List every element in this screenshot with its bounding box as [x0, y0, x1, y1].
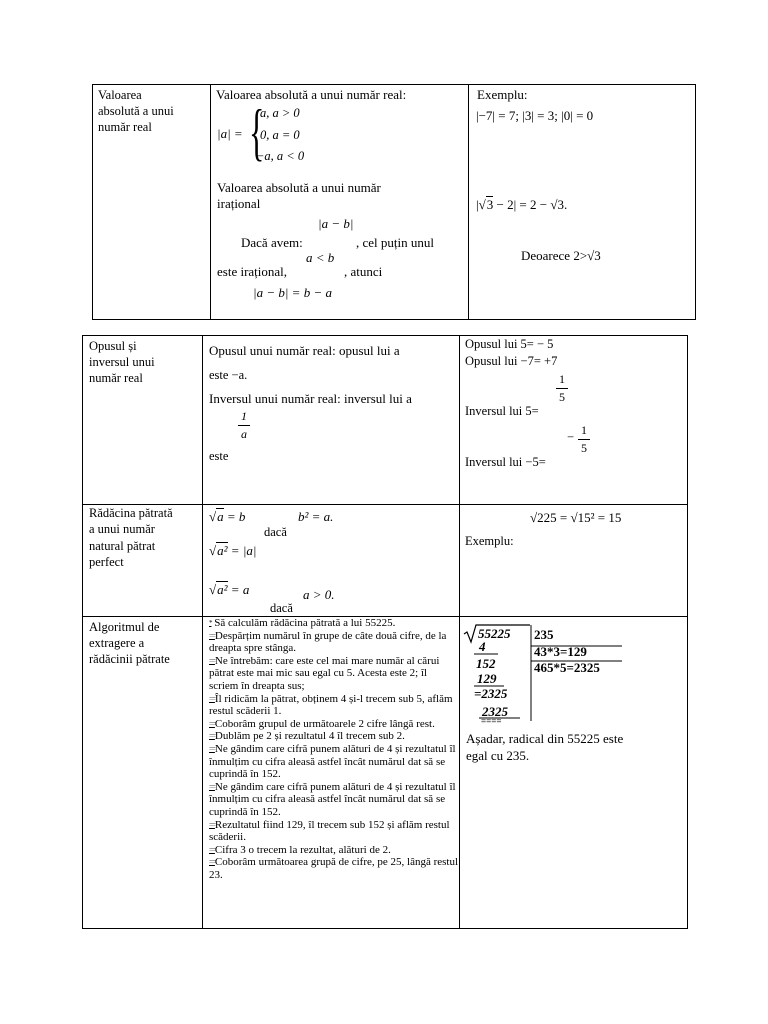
inverse-example-2: Inversul lui −5=	[465, 455, 546, 469]
algorithm-step	[209, 819, 459, 844]
div-step-2: 465*5=2325	[534, 660, 600, 675]
sqrt-rule-1-condition: b² = a.	[298, 509, 334, 524]
step-text: Ne gândim care cifră punem alături de 4 și rezultatul îl înmulțim cu cifra aleasă astfel încât numărul dat să se cuprindă în 152.	[209, 742, 456, 781]
row-label-line: inversul unui	[89, 355, 155, 369]
then-text: , atunci	[344, 264, 383, 279]
inverse-definition: Inversul unui număr real: inversul lui a	[209, 391, 412, 406]
bullet-icon: ==	[209, 656, 215, 665]
algorithm-step	[209, 718, 459, 731]
div-152: 152	[476, 656, 496, 671]
row-label-line: a unui număr	[89, 522, 155, 536]
algorithm-step	[209, 630, 459, 655]
opposite-example-2: Opusul lui −7= +7	[465, 354, 558, 368]
div-radicand: 55225	[478, 626, 511, 641]
algorithm-step	[209, 617, 459, 630]
fraction-bar	[556, 388, 568, 389]
radicand: 3	[486, 197, 494, 212]
fraction-denominator: a	[241, 427, 247, 441]
opposite-definition: Opusul unui număr real: opusul lui a	[209, 343, 400, 358]
sqrt-example-label: Exemplu:	[465, 534, 514, 548]
sqrt-example-formula: √225 = √15² = 15	[530, 510, 622, 525]
abs-value-heading: Valoarea absolută a unui număr real:	[216, 87, 407, 102]
step-text: Rezultatul fiind 129, îl trecem sub 152 și aflăm restul scăderii.	[209, 818, 450, 844]
inverse-fraction	[238, 409, 250, 442]
bullet-icon: *	[209, 619, 212, 627]
brace: {	[249, 96, 265, 167]
sqrt-icon: √	[209, 582, 217, 597]
abs-a-minus-b: |a − b|	[318, 216, 354, 231]
is-irrational: este irațional,	[217, 264, 288, 279]
row-label-line: rădăcinii pătrate	[89, 652, 170, 666]
row-label-line: perfect	[89, 555, 124, 569]
sqrt-icon: √	[478, 197, 486, 212]
step-text: Cifra 3 o trecem la rezultat, alături de 2.	[214, 843, 391, 856]
algorithm-steps	[209, 617, 459, 881]
algorithm-step	[209, 743, 459, 781]
table-absolute-value	[92, 84, 696, 320]
algorithm-step	[209, 781, 459, 819]
row-label-line: natural pătrat	[89, 539, 156, 553]
sqrt-rule-3-condition: a > 0.	[303, 587, 335, 602]
abs-case-positive: a, a > 0	[260, 106, 300, 120]
opposite-example-1: Opusul lui 5= − 5	[465, 337, 554, 351]
abs-example: |−7| = 7; |3| = 3; |0| = 0	[476, 108, 594, 123]
conclusion-line-2: egal cu 235.	[466, 748, 530, 763]
because-text: Deoarece 2>√3	[521, 248, 601, 263]
abs-result: |a − b| = b − a	[253, 285, 332, 300]
radicand: a²	[217, 543, 228, 558]
algorithm-step	[209, 693, 459, 718]
bullet-icon: ==	[209, 820, 215, 829]
inverse-este: este	[209, 449, 229, 463]
daca-2: dacă	[270, 601, 293, 615]
sqrt-rule-rhs: = a	[227, 582, 250, 597]
abs-lhs: |a| =	[217, 126, 243, 141]
fraction-bar	[578, 439, 590, 440]
bullet-icon: ==	[209, 744, 215, 753]
div-2325a: =2325	[474, 686, 508, 701]
minus-sign: −	[567, 430, 575, 444]
conclusion-line-1: Așadar, radical din 55225 este	[466, 731, 624, 746]
inverse-example-1: Inversul lui 5=	[465, 404, 539, 418]
bullet-icon: ==	[209, 631, 215, 640]
opposite-definition-2: este −a.	[209, 368, 248, 382]
a-less-than-b: a < b	[306, 250, 335, 265]
row-label-line: extragere a	[89, 636, 145, 650]
sqrt-icon: √	[209, 509, 217, 524]
row-label-line: Rădăcina pătrată	[89, 506, 173, 520]
row-label-line: absolută a unui	[98, 104, 174, 118]
bullet-icon: ==	[209, 858, 215, 867]
row-label-line: Algoritmul de	[89, 620, 160, 634]
bullet-icon: ==	[209, 694, 215, 703]
bullet-icon: ==	[209, 732, 215, 741]
fraction-denominator: 5	[581, 441, 587, 455]
step-text: Dublăm pe 2 și rezultatul 4 îl trecem sub 2.	[214, 730, 405, 743]
fraction-numerator: 1	[559, 372, 565, 386]
irrational-heading: Valoarea absolută a unui număr	[217, 180, 381, 195]
algorithm-step	[209, 730, 459, 743]
example-label: Exemplu:	[477, 87, 528, 102]
row-label-line: număr real	[89, 371, 143, 385]
step-text: Ne întrebăm: care este cel mai mare număr al cărui pătrat este mai mic sau egal cu 5. Acesta este 2; îl scriem în dreapta sus;	[209, 654, 440, 692]
sqrt-rule-rhs: = b	[223, 509, 246, 524]
at-least-one: , cel puțin unul	[356, 235, 434, 250]
daca-1: dacă	[264, 525, 287, 539]
step-text: Coborâm grupul de următoarele 2 cifre lângă rest.	[214, 717, 435, 730]
step-text: Să calculăm rădăcina pătrată a lui 55225.	[214, 617, 396, 629]
row-label-line: Opusul și	[89, 339, 137, 353]
sqrt-rule-1	[209, 510, 245, 525]
radicand: a²	[217, 582, 228, 597]
fraction-bar	[238, 425, 250, 426]
div-sub-4: 4	[479, 639, 486, 654]
bullet-icon: ==	[209, 719, 215, 728]
fraction-denominator: 5	[559, 390, 565, 404]
sqrt-rule-2	[209, 544, 256, 559]
div-result: 235	[534, 627, 554, 642]
algorithm-step	[209, 856, 459, 881]
step-text: Ne gândim care cifră punem alături de 4 și rezultatul îl înmulțim cu cifra aleasă astfel încât numărul dat să se cuprindă în 152.	[209, 780, 456, 818]
abs-case-zero: 0, a = 0	[260, 128, 300, 142]
abs-case-negative: −a, a < 0	[256, 149, 305, 163]
algorithm-step	[209, 655, 459, 693]
div-equals: ====	[481, 716, 502, 726]
sqrt-rule-3	[209, 583, 249, 598]
sqrt-rule-rhs: = |a|	[227, 543, 257, 558]
row-label-line: Valoarea	[98, 88, 142, 102]
div-129: 129	[477, 671, 497, 686]
bullet-icon: ==	[209, 845, 215, 854]
step-text: Îl ridicăm la pătrat, obținem 4 și-l trecem sub 5, aflăm restul scăderii 1.	[209, 692, 453, 718]
radicand: a	[217, 509, 224, 524]
sqrt-example-rest: − 2| = 2 − √3.	[493, 197, 568, 212]
fraction-numerator: 1	[241, 409, 247, 423]
sqrt-icon: √	[209, 543, 217, 558]
if-we-have: Dacă avem:	[241, 235, 303, 250]
div-step-1: 43*3=129	[534, 644, 587, 659]
sqrt-abs-example: |√3 − 2| = 2 − √3.	[476, 197, 568, 212]
fraction-numerator: 1	[581, 423, 587, 437]
div-2325b: 2325	[482, 704, 508, 719]
inverse-fraction-neg5	[578, 423, 590, 456]
inverse-fraction-5	[556, 372, 568, 405]
row-label-line: număr real	[98, 120, 152, 134]
step-text: Despărțim numărul în grupe de câte două cifre, de la dreapta spre stânga.	[209, 629, 447, 655]
algorithm-step	[209, 844, 459, 857]
step-text: Coborâm următoarea grupă de cifre, pe 25, lângă restul 23.	[209, 856, 459, 881]
bullet-icon: ==	[209, 782, 215, 791]
irrational-heading-2: irațional	[217, 196, 261, 211]
